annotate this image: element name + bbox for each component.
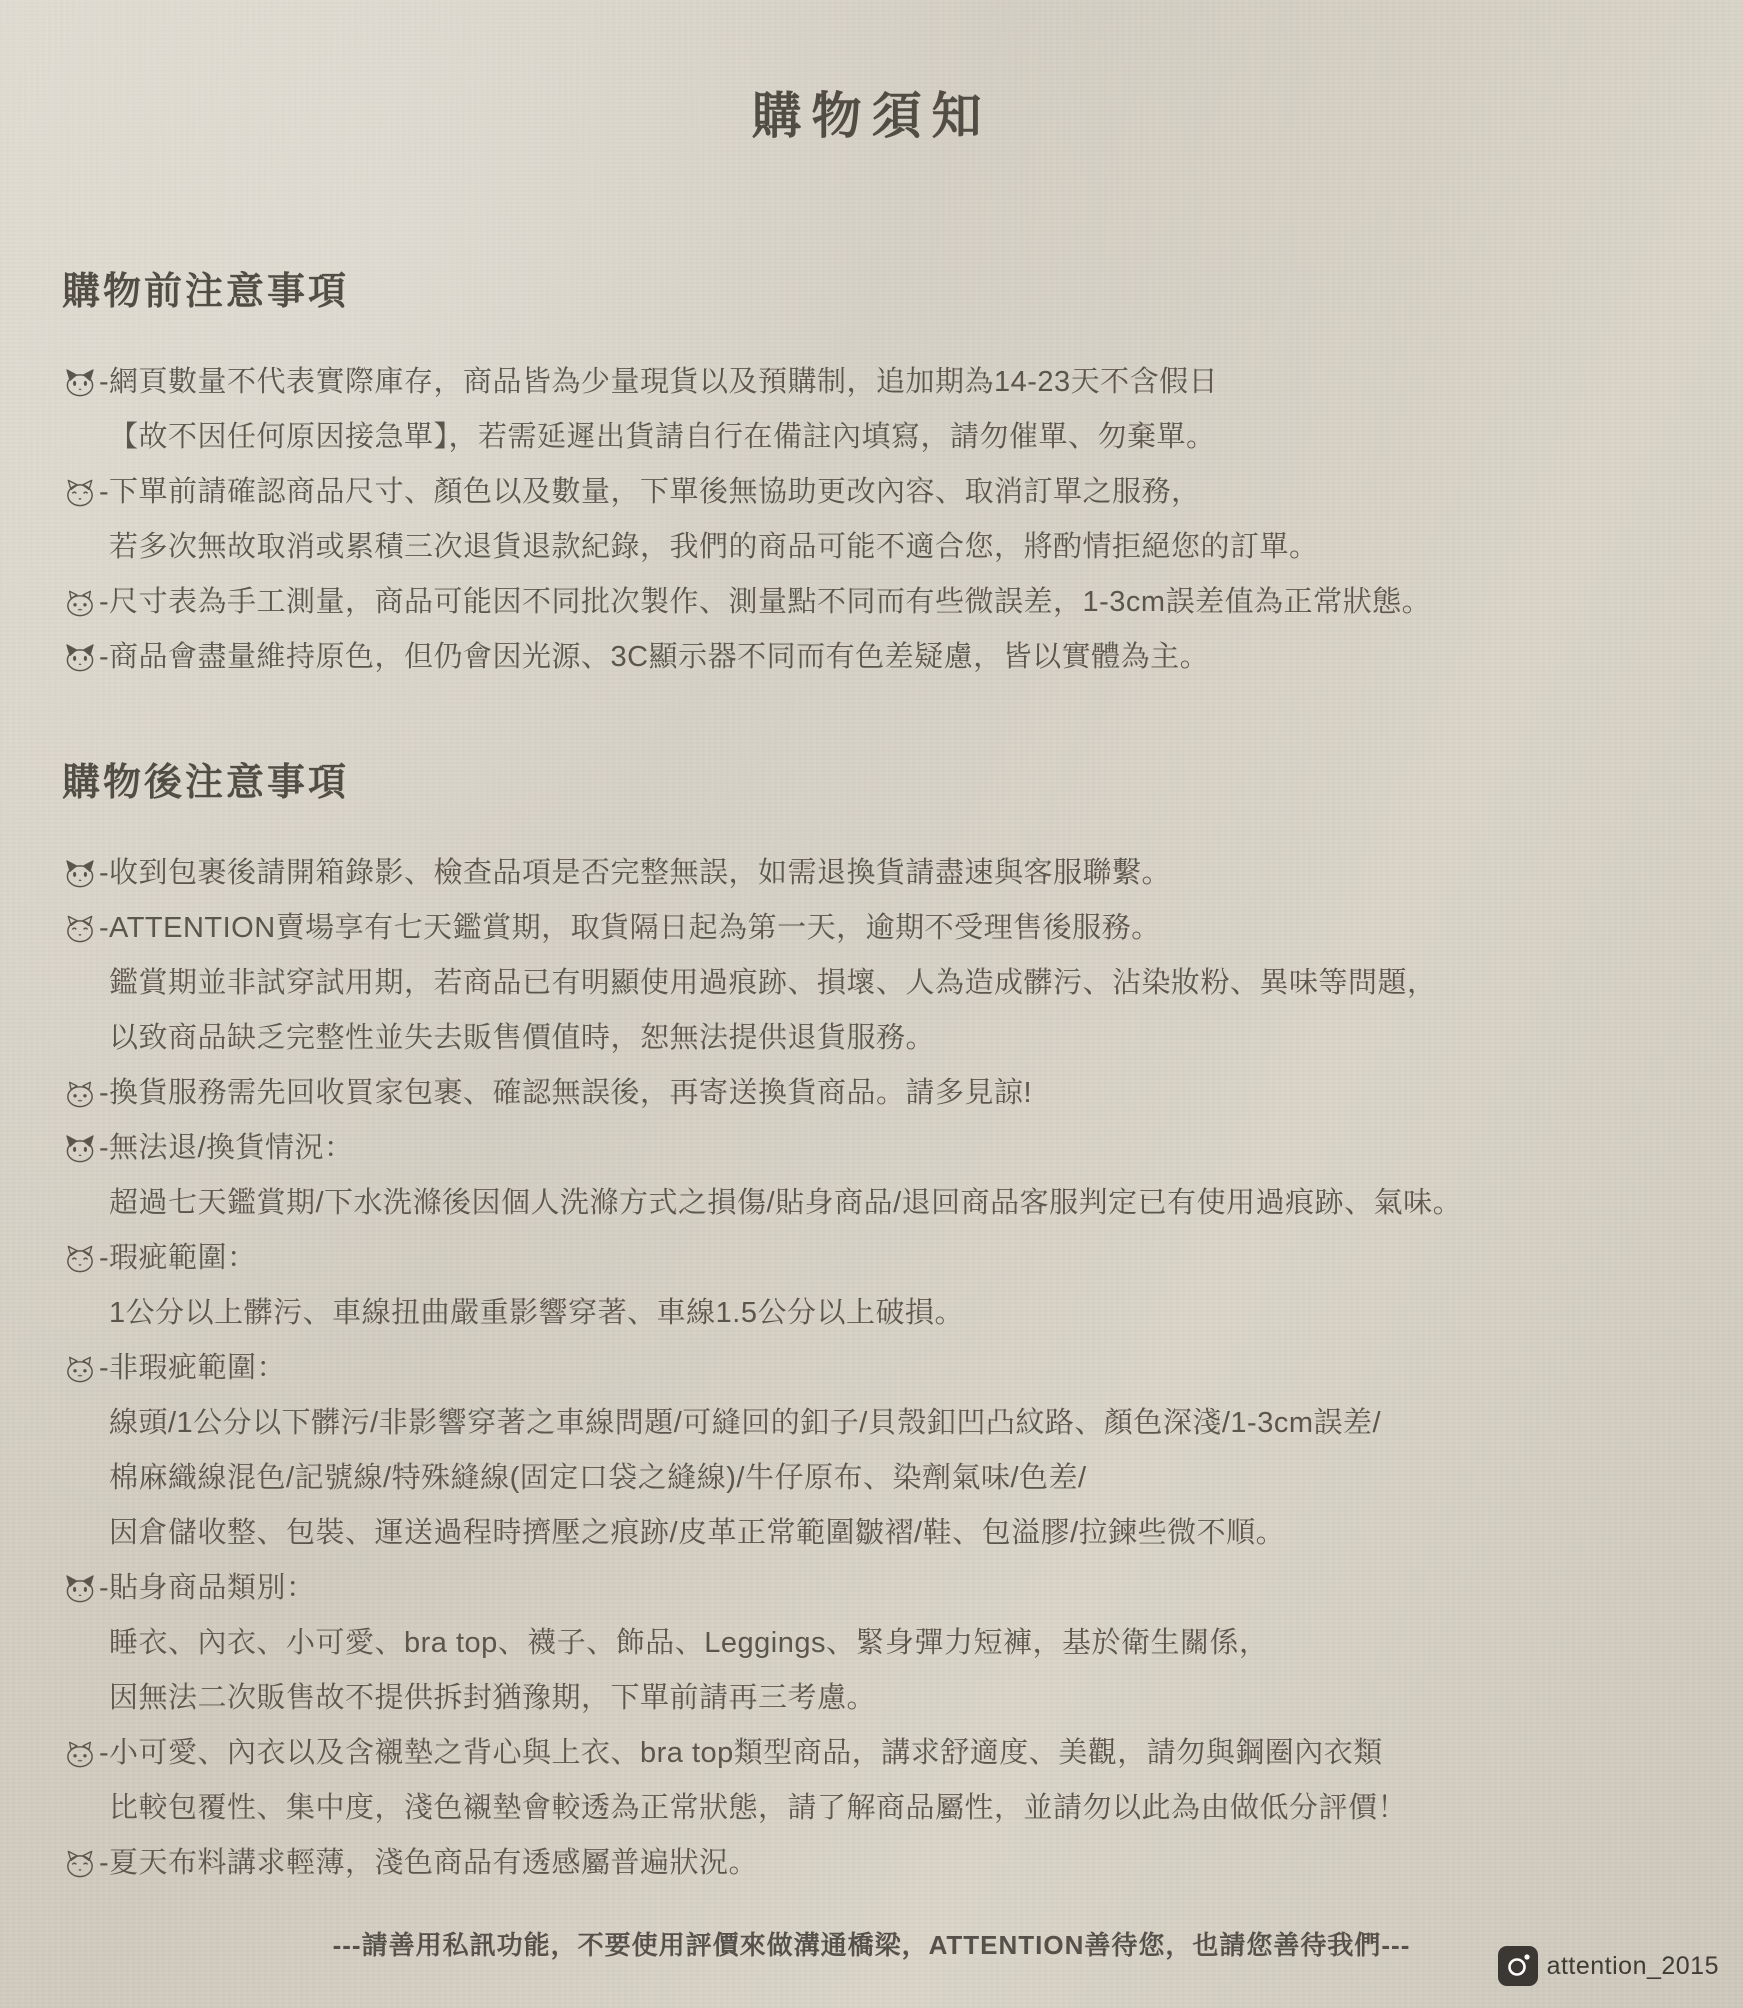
bullet-dash: -	[99, 1242, 109, 1274]
notice-item-list	[62, 846, 1703, 1891]
notice-item-lines	[109, 1341, 1703, 1561]
notice-line: 商品會盡量維持原色，但仍會因光源、3C顯示器不同而有色差疑慮，皆以實體為主。	[109, 641, 1210, 673]
cat-round-icon	[62, 587, 98, 619]
notice-item	[62, 1836, 1703, 1891]
cat-dark-ears-icon	[62, 642, 98, 674]
bullet	[62, 575, 109, 630]
notice-item	[62, 630, 1703, 685]
section-heading: 購物後注意事項	[62, 762, 350, 804]
notice-line: 非瑕疵範圍：	[109, 1352, 287, 1384]
bullet	[62, 901, 109, 956]
notice-item-lines	[109, 1561, 1703, 1726]
notice-line: 網頁數量不代表實際庫存，商品皆為少量現貨以及預購制，追加期為14-23天不含假日	[109, 366, 1219, 398]
notice-line: 貼身商品類別：	[109, 1572, 316, 1604]
bullet	[62, 465, 109, 520]
bullet	[62, 1341, 109, 1396]
cat-round-icon	[62, 1078, 98, 1110]
bullet-dash: -	[99, 912, 109, 944]
notice-line: 尺寸表為手工測量，商品可能因不同批次製作、測量點不同而有些微誤差，1-3cm誤差值為正常狀態。	[109, 586, 1432, 618]
notice-item-lines	[109, 1121, 1703, 1231]
cat-dark-ears-icon	[62, 1133, 98, 1165]
notice-item-lines	[109, 630, 1703, 685]
bullet-dash: -	[99, 1847, 109, 1879]
notice-item	[62, 1726, 1703, 1836]
notice-item-lines	[109, 1836, 1703, 1891]
bullet-dash: -	[99, 641, 109, 673]
bullet	[62, 1726, 109, 1781]
instagram-badge[interactable]	[1498, 1946, 1719, 1986]
bullet	[62, 846, 109, 901]
bullet	[62, 1121, 109, 1176]
notice-line-continuation: 線頭/1公分以下髒污/非影響穿著之車線問題/可縫回的釦子/貝殼釦凹凸紋路、顏色深淺/1-3cm誤差/	[109, 1407, 1382, 1439]
section-heading: 購物前注意事項	[62, 271, 350, 313]
bullet	[62, 630, 109, 685]
bullet-dash: -	[99, 1737, 109, 1769]
cat-happy-icon	[62, 1243, 98, 1275]
bullet	[62, 1066, 109, 1121]
bullet-dash: -	[99, 1352, 109, 1384]
notice-line: 收到包裹後請開箱錄影、檢查品項是否完整無誤，如需退換貨請盡速與客服聯繫。	[109, 857, 1172, 889]
notice-line-continuation: 睡衣、內衣、小可愛、bra top、襪子、飾品、Leggings、緊身彈力短褲，基於衛生關係，	[109, 1627, 1269, 1659]
cat-round-icon	[62, 1353, 98, 1385]
bullet-dash: -	[99, 1132, 109, 1164]
cat-dark-ears-icon	[62, 858, 98, 890]
notice-item-lines	[109, 846, 1703, 901]
bullet-dash: -	[99, 1572, 109, 1604]
bullet-dash: -	[99, 586, 109, 618]
notice-line-continuation: 比較包覆性、集中度，淺色襯墊會較透為正常狀態，請了解商品屬性，並請勿以此為由做低分評價！	[109, 1792, 1408, 1824]
cat-round-icon	[62, 1738, 98, 1770]
notice-line-continuation: 棉麻織線混色/記號線/特殊縫線(固定口袋之縫線)/牛仔原布、染劑氣味/色差/	[109, 1462, 1087, 1494]
footer-note: ---請善用私訊功能，不要使用評價來做溝通橋梁，ATTENTION善待您，也請您善待我們---	[332, 1930, 1411, 1960]
notice-line: 換貨服務需先回收買家包裹、確認無誤後，再寄送換貨商品。請多見諒!	[109, 1077, 1033, 1109]
notice-item	[62, 1121, 1703, 1231]
bullet-dash: -	[99, 476, 109, 508]
notice-item	[62, 575, 1703, 630]
bullet	[62, 1836, 109, 1891]
notice-line-continuation: 超過七天鑑賞期/下水洗滌後因個人洗滌方式之損傷/貼身商品/退回商品客服判定已有使用過痕跡、氣味。	[109, 1187, 1463, 1219]
notice-line-continuation: 1公分以上髒污、車線扭曲嚴重影響穿著、車線1.5公分以上破損。	[109, 1297, 964, 1329]
notice-line-continuation: 以致商品缺乏完整性並失去販售價值時，恕無法提供退貨服務。	[109, 1022, 936, 1054]
instagram-icon	[1498, 1946, 1538, 1986]
bullet	[62, 355, 109, 410]
cat-dark-ears-icon	[62, 1573, 98, 1605]
instagram-handle: attention_2015	[1546, 1951, 1719, 1980]
bullet	[62, 1231, 109, 1286]
notice-item-lines	[109, 901, 1703, 1066]
notice-line: 下單前請確認商品尺寸、顏色以及數量，下單後無協助更改內容、取消訂單之服務，	[109, 476, 1201, 508]
notice-item	[62, 1231, 1703, 1341]
notice-line: 夏天布料講求輕薄，淺色商品有透感屬普遍狀況。	[109, 1847, 759, 1879]
notice-item	[62, 901, 1703, 1066]
notice-item	[62, 465, 1703, 575]
notice-line-continuation: 【故不因任何原因接急單】，若需延遲出貨請自行在備註內填寫，請勿催單、勿棄單。	[109, 421, 1216, 453]
bullet	[62, 1561, 109, 1616]
notice-line: 小可愛、內衣以及含襯墊之背心與上衣、bra top類型商品，講求舒適度、美觀，請勿與鋼圈內衣類	[109, 1737, 1383, 1769]
notice-item-lines	[109, 355, 1703, 465]
cat-dark-ears-icon	[62, 367, 98, 399]
cat-happy-icon	[62, 1848, 98, 1880]
cat-happy-icon	[62, 913, 98, 945]
notice-line: ATTENTION賣場享有七天鑑賞期，取貨隔日起為第一天，逾期不受理售後服務。	[109, 912, 1161, 944]
bullet-dash: -	[99, 1077, 109, 1109]
notice-line-continuation: 因無法二次販售故不提供拆封猶豫期，下單前請再三考慮。	[109, 1682, 877, 1714]
notice-item	[62, 1066, 1703, 1121]
notice-line: 瑕疵範圍：	[109, 1242, 257, 1274]
notice-item-lines	[109, 465, 1703, 575]
notice-item	[62, 846, 1703, 901]
notice-item-list	[62, 355, 1703, 685]
notice-section	[62, 260, 1703, 685]
notice-item	[62, 1341, 1703, 1561]
notice-section	[62, 751, 1703, 1891]
bullet-dash: -	[99, 857, 109, 889]
notice-item	[62, 1561, 1703, 1726]
notice-line-continuation: 因倉儲收整、包裝、運送過程時擠壓之痕跡/皮革正常範圍皺褶/鞋、包溢膠/拉鍊些微不順。	[109, 1517, 1286, 1549]
page-title: 購物須知	[751, 88, 992, 144]
notice-item-lines	[109, 1066, 1703, 1121]
notice-item-lines	[109, 1726, 1703, 1836]
notice-item	[62, 355, 1703, 465]
cat-happy-icon	[62, 477, 98, 509]
notice-line-continuation: 鑑賞期並非試穿試用期，若商品已有明顯使用過痕跡、損壞、人為造成髒污、沾染妝粉、異味等問題，	[109, 967, 1437, 999]
notice-item-lines	[109, 1231, 1703, 1341]
notice-line: 無法退/換貨情況：	[109, 1132, 354, 1164]
notice-item-lines	[109, 575, 1703, 630]
notice-line-continuation: 若多次無故取消或累積三次退貨退款紀錄，我們的商品可能不適合您，將酌情拒絕您的訂單。	[109, 531, 1319, 563]
notice-content	[0, 260, 1743, 1891]
bullet-dash: -	[99, 366, 109, 398]
